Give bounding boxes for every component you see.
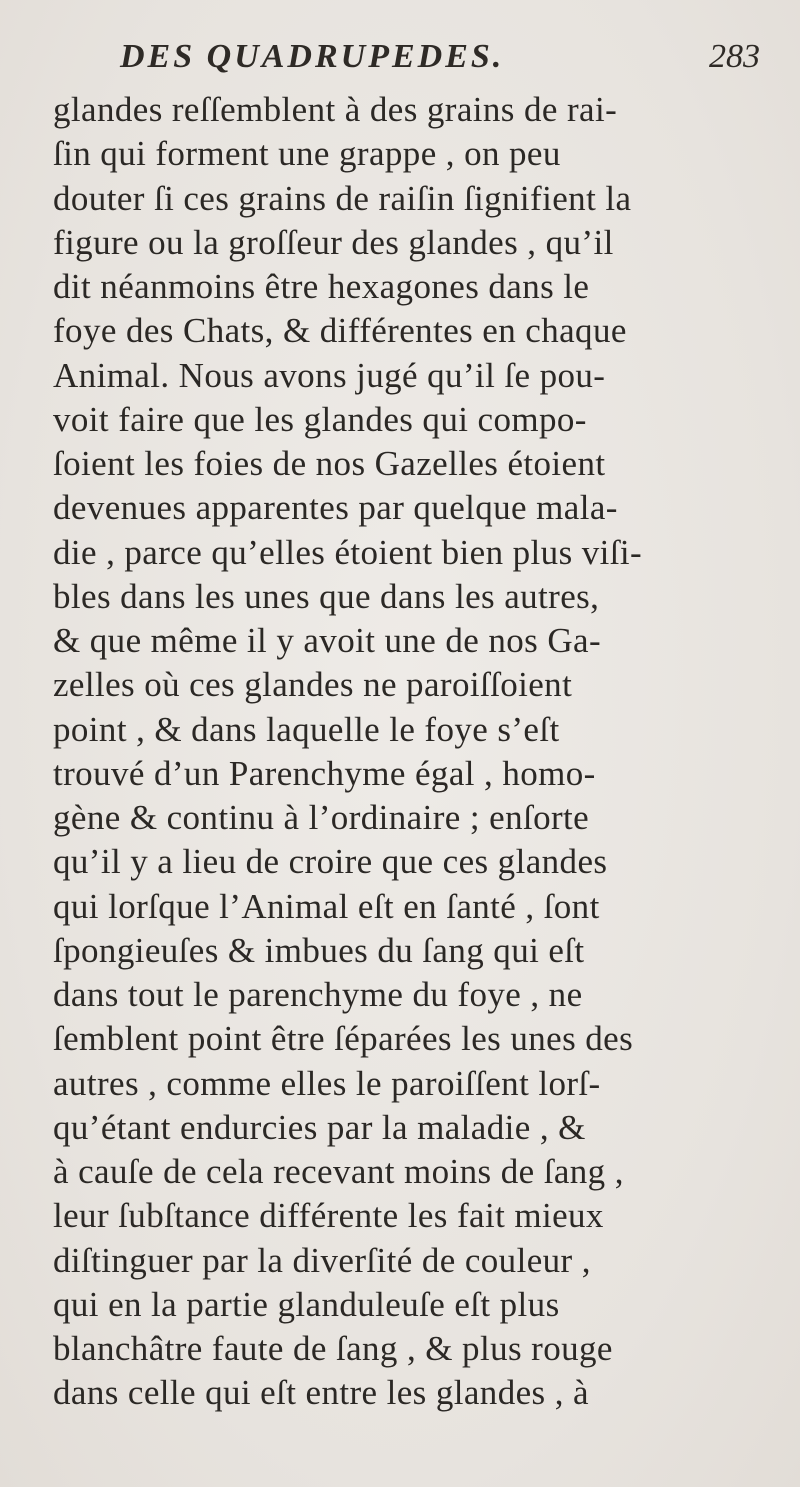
page-number: 283 xyxy=(709,38,760,75)
text-line: zelles où ces glandes ne paroiſſoient xyxy=(53,665,573,705)
text-line: autres , comme elles le paroiſſent lorſ- xyxy=(53,1063,601,1103)
text-line: bles dans les unes que dans les autres, xyxy=(53,576,600,616)
text-line: gène & continu à l’ordinaire ; enſorte xyxy=(53,798,590,837)
running-head-title: DES QUADRUPEDES. xyxy=(120,38,505,75)
text-line: point , & dans laquelle le foye s’eſt xyxy=(53,709,560,749)
text-line: diſtinguer par la diverſité de couleur , xyxy=(53,1240,591,1280)
text-line: dans celle qui eſt entre les glandes , à xyxy=(53,1373,589,1413)
text-line: leur ſubſtance différente les fait mieux xyxy=(53,1196,604,1236)
text-line: figure ou la groſſeur des glandes , qu’il xyxy=(53,222,614,262)
text-line: devenues apparentes par quelque mala- xyxy=(53,488,618,528)
text-line: ſpongieuſes & imbues du ſang qui eſt xyxy=(53,930,585,970)
text-line: & que même il y avoit une de nos Ga- xyxy=(53,621,602,660)
body-text xyxy=(53,88,793,1416)
text-line: Animal. Nous avons jugé qu’il ſe pou- xyxy=(53,355,606,395)
text-line: qui en la partie glanduleuſe eſt plus xyxy=(53,1284,560,1324)
text-line: ſemblent point être ſéparées les unes des xyxy=(53,1019,634,1059)
text-line: qui lorſque l’Animal eſt en ſanté , ſont xyxy=(53,886,600,926)
text-line: dans tout le parenchyme du foye , ne xyxy=(53,975,583,1014)
running-head xyxy=(100,38,780,78)
text-line: trouvé d’un Parenchyme égal , homo- xyxy=(53,753,596,793)
text-line: qu’étant endurcies par la maladie , & xyxy=(53,1107,586,1147)
text-line: blanchâtre faute de ſang , & plus rouge xyxy=(53,1329,613,1368)
text-line: à cauſe de cela recevant moins de ſang , xyxy=(53,1152,624,1191)
text-line: foye des Chats, & différentes en chaque xyxy=(53,311,627,351)
text-line: ſoient les foies de nos Gazelles étoient xyxy=(53,444,606,483)
text-line: glandes reſſemblent à des grains de rai- xyxy=(53,90,618,129)
text-line: ſin qui forment une grappe , on peu xyxy=(53,134,561,174)
text-line: dit néanmoins être hexagones dans le xyxy=(53,267,590,306)
text-line: qu’il y a lieu de croire que ces glandes xyxy=(53,842,608,882)
text-line: die , parce qu’elles étoient bien plus viſi- xyxy=(53,532,643,572)
text-line: voit faire que les glandes qui compo- xyxy=(53,399,587,439)
text-line: douter ſi ces grains de raiſin ſignifient la xyxy=(53,178,632,218)
